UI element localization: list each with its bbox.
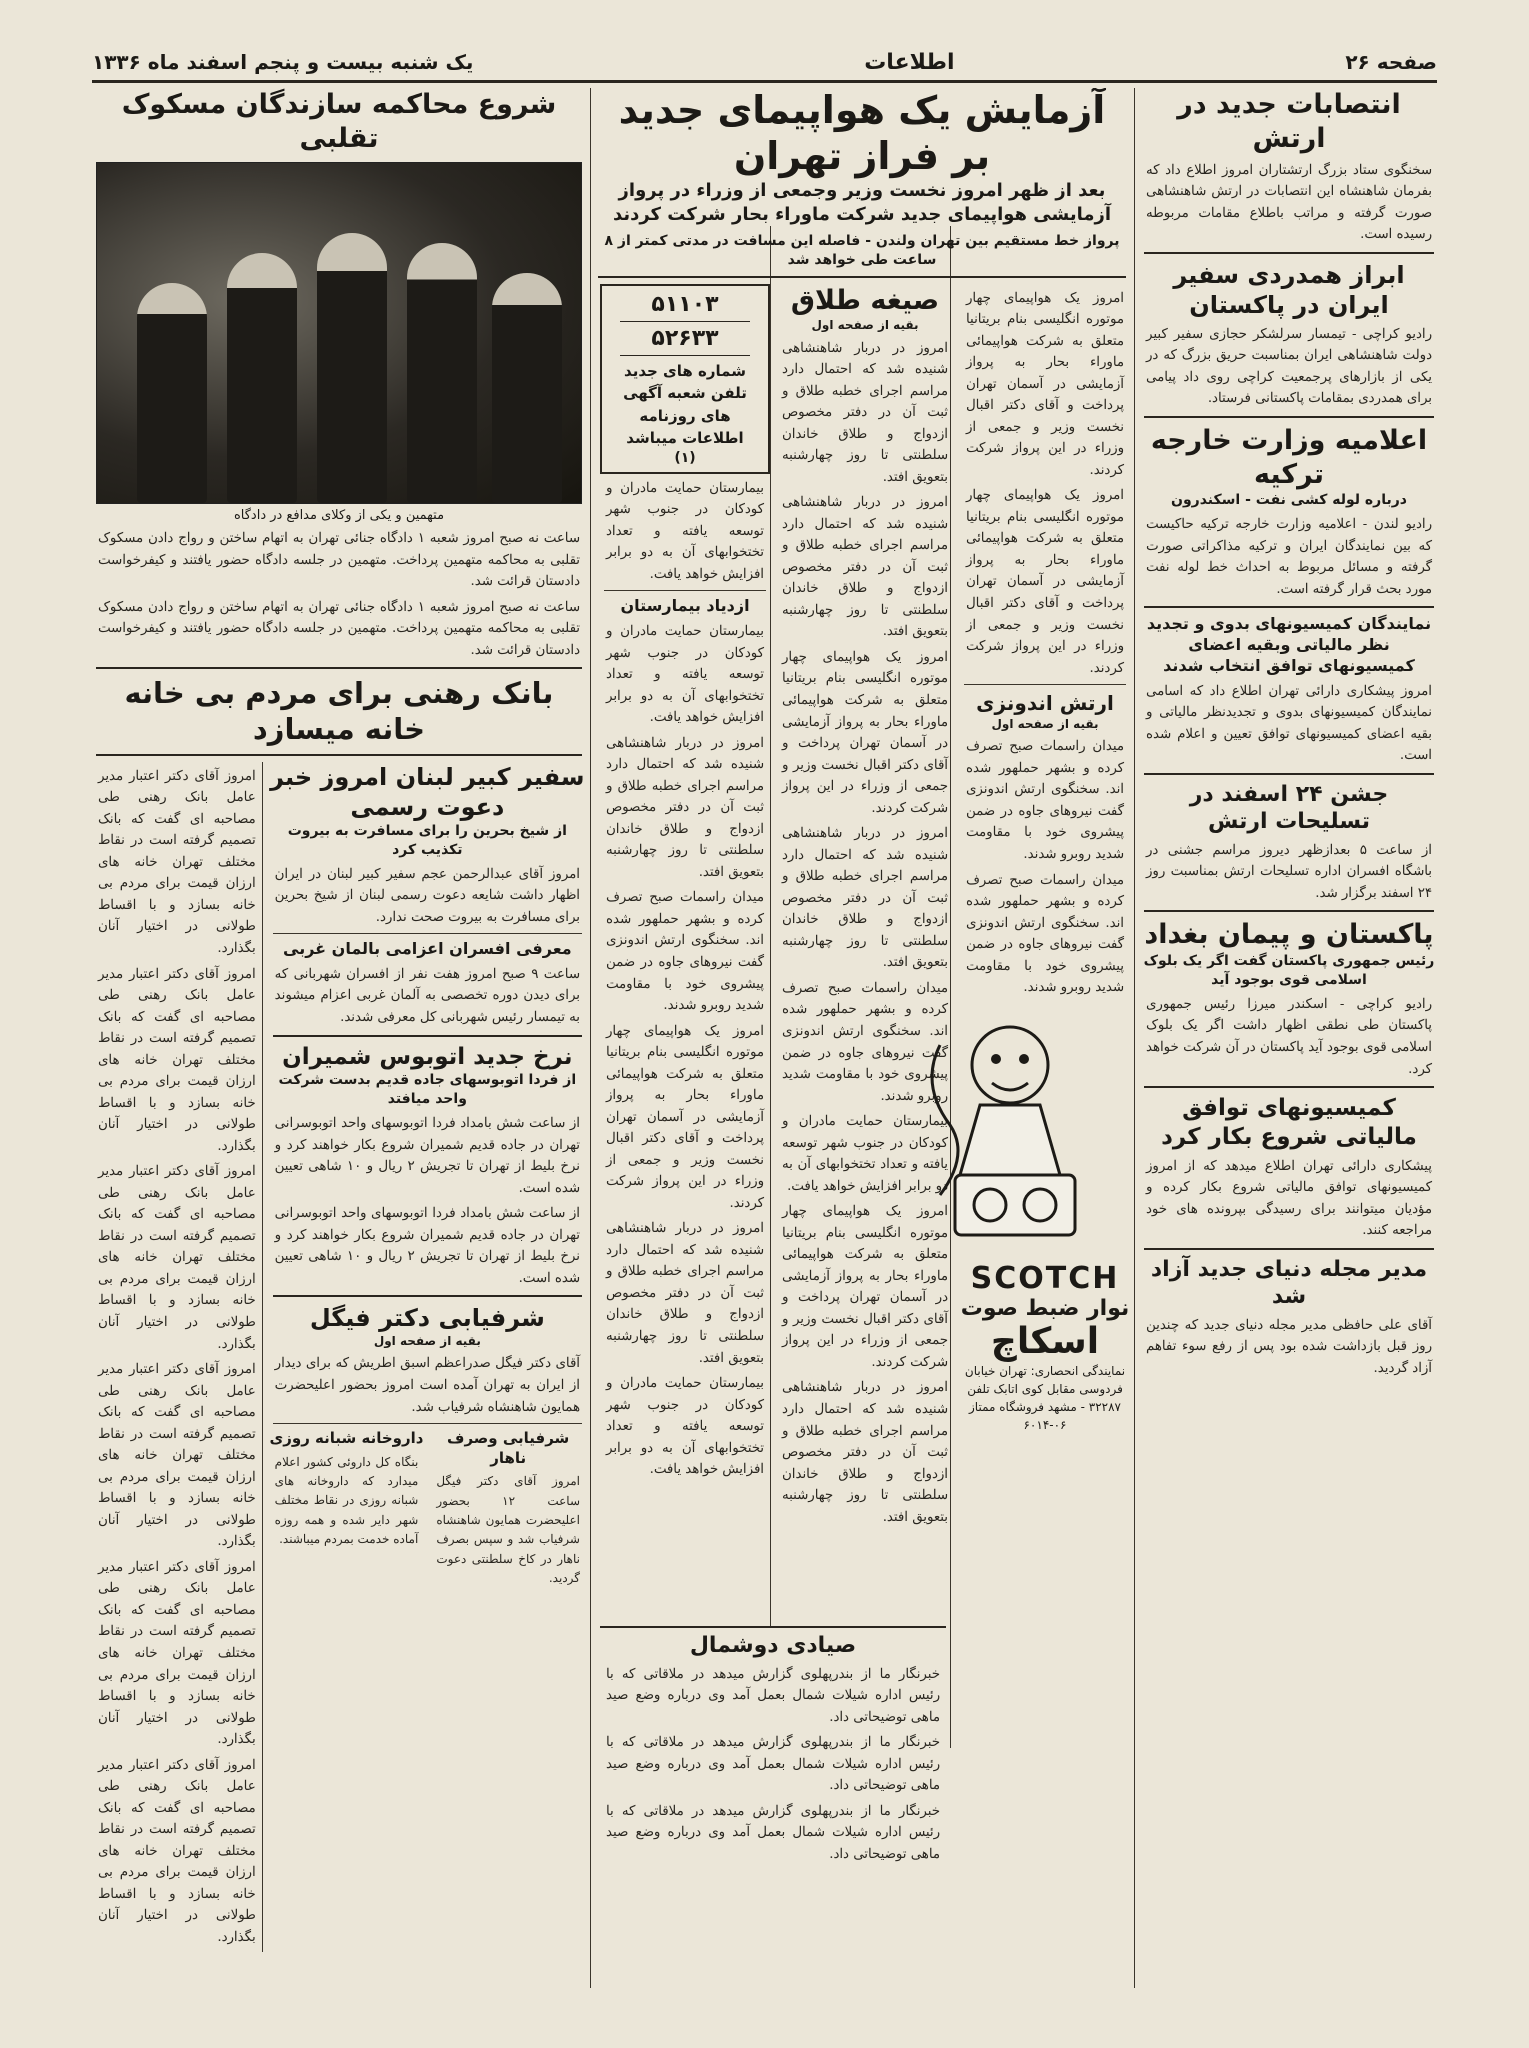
article-subhead: از شیخ بحرین را برای مسافرت به بیروت تکذیب کرد — [287, 822, 567, 858]
article-subhead: پرواز خط مستقیم بین تهران ولندن - فاصله این مسافت در مدتی کمتر از ۸ ساعت طی خواهد شد — [604, 232, 1120, 268]
article-text: امروز آقای دکتر اعتبار مدیر عامل بانک رهنی طی مصاحبه ای گفت که بانک تصمیم گرفته است در نقاط مختلف تهران خانه های ارزان قیمت برای مردم بی خانه بسازد و با اقساط طولانی در اختیار آنان بگذارد. — [98, 1164, 256, 1352]
article-headline: ارتش اندونزی — [976, 691, 1114, 716]
article-text: از ساعت ۵ بعدازظهر دیروز مراسم جشنی در باشگاه افسران اداره تسلیحات ارتش بمناسبت روز ۲۴ اسفند برگزار شد. — [1146, 842, 1432, 901]
article-text: امروز یک هواپیمای چهار موتوره انگلیسی بنام بریتانیا متعلق به شرکت هواپیمائی ماوراء بحار به پرواز آزمایشی در آسمان تهران پرداخت و آقای دکتر اقبال نخست وزیر و جمعی از وزراء در این پرواز شرکت کردند. — [966, 290, 1124, 478]
article-headline: پاکستان و پیمان بغداد — [1144, 919, 1434, 951]
issue-date: یک شنبه بیست و پنجم اسفند ماه ۱۳۳۶ — [92, 50, 474, 74]
divider — [273, 1295, 582, 1297]
article-text: رادیو کراچی - تیمسار سرلشکر حجازی سفیر کبیر دولت شاهنشاهی ایران بمناسبت حریق بزرگ که در یکی از بازارهای پرجمعیت کراچی روی داد پیامی برای همدردی بمقامات پاکستانی فرستاد. — [1146, 326, 1432, 407]
article-text: رادیو لندن - اعلامیه وزارت خارجه ترکیه حاکیست که بین نمایندگان ایران و ترکیه مذاکراتی صورت گرفته و مسائل مربوط به احداث خط لوله نفت مورد بحث قرار گرفته است. — [1146, 517, 1432, 597]
article-text: امروز آقای دکتر اعتبار مدیر عامل بانک رهنی طی مصاحبه ای گفت که بانک تصمیم گرفته است در نقاط مختلف تهران خانه های ارزان قیمت برای مردم بی خانه بسازد و با اقساط طولانی در اختیار آنان بگذارد. — [98, 1362, 256, 1550]
article-headline: داروخانه شبانه روزی — [269, 1429, 424, 1448]
article-headline: شروع محاکمه سازندگان مسکوک تقلبی — [121, 89, 557, 154]
scotch-tagline: نوار ضبط صوت — [960, 1295, 1130, 1321]
left-split — [92, 762, 586, 1953]
person-figure — [407, 243, 477, 503]
divider — [273, 933, 582, 934]
article-headline: معرفی افسران اعزامی بالمان غربی — [283, 939, 572, 959]
article-subhead: درباره لوله کشی نفت - اسکندرون — [1171, 492, 1407, 509]
article-text: امروز آقای دکتر اعتبار مدیر عامل بانک رهنی طی مصاحبه ای گفت که بانک تصمیم گرفته است در نقاط مختلف تهران خانه های ارزان قیمت برای مردم بی خانه بسازد و با اقساط طولانی در اختیار آنان بگذارد. — [98, 966, 256, 1154]
scotch-ad — [960, 1005, 1130, 1434]
article-text: امروز یک هواپیمای چهار موتوره انگلیسی بنام بریتانیا متعلق به شرکت هواپیمائی ماوراء بحار به پرواز آزمایشی در آسمان تهران پرداخت و آقای دکتر اقبال نخست وزیر و جمعی از وزراء در این پرواز شرکت کردند. — [782, 649, 948, 816]
article-text: ساعت نه صبح امروز شعبه ۱ دادگاه جنائی تهران به اتهام ساختن و رواج دادن مسکوک تقلبی به محاکمه متهمین پرداخت. متهمین در جلسه دادگاه حضور یافتند و کیفرخواست دادستان قرائت شد. — [98, 599, 580, 658]
article-text: خبرنگار ما از بندرپهلوی گزارش میدهد در ملاقاتی که با رئیس اداره شیلات شمال بعمل آمد وی درباره وضع صید ماهی توضیحاتی داد. — [606, 1735, 940, 1794]
divider — [96, 754, 582, 756]
bottom-pair — [269, 1429, 586, 1593]
article-text: آقای علی حافظی مدیر مجله دنیای جدید که چندین روز قبل بازداشت شده بود پس از رفع سوء تفاهم آزاد گردید. — [1146, 1317, 1432, 1376]
article-subhead: بقیه از صفحه اول — [811, 318, 919, 333]
person-figure — [137, 283, 207, 503]
person-figure — [227, 253, 297, 503]
article-subhead: بقیه از صفحه اول — [991, 717, 1099, 732]
article-text: میدان راسمات صبح تصرف کرده و بشهر حملهور شده اند. سخنگوی ارتش اندونزی گفت نیروهای جاوه در ضمن پیشروی خود با مقاومت شدید روبرو شدند. — [966, 739, 1124, 862]
article-headline: شرفیابی دکتر فیگل — [309, 1304, 545, 1333]
article-headline: کمیسیونهای توافق مالیاتی شروع بکار کرد — [1161, 1095, 1417, 1150]
person-figure — [492, 273, 562, 503]
masthead — [92, 44, 1437, 83]
article-headline: بانک رهنی برای مردم بی خانه خانه میسازد — [124, 676, 554, 747]
scotch-logo: SCOTCH — [970, 1260, 1120, 1296]
article-headline: صیادی دوشمال — [689, 1633, 857, 1658]
divider — [1144, 773, 1434, 775]
article-text: میدان راسمات صبح تصرف کرده و بشهر حملهور شده اند. سخنگوی ارتش اندونزی گفت نیروهای جاوه در ضمن پیشروی خود با مقاومت شدید روبرو شدند. — [966, 872, 1124, 996]
article-text: از ساعت شش بامداد فردا اتوبوسهای واحد اتوبوسرانی تهران در جاده قدیم شمیران شروع بکار خواهند کرد و نرخ بلیط از تهران تا تجریش ۲ ریال و ۱۰ شاهی تعیین شده است. — [274, 1206, 580, 1286]
article-subhead: رئیس جمهوری پاکستان گفت اگر یک بلوک اسلامی قوی بوجود آید — [1143, 953, 1435, 989]
article-text: امروز آقای دکتر اعتبار مدیر عامل بانک رهنی طی مصاحبه ای گفت که بانک تصمیم گرفته است در نقاط مختلف تهران خانه های ارزان قیمت برای مردم بی خانه بسازد و با اقساط طولانی در اختیار آنان بگذارد. — [98, 1559, 256, 1748]
column-rule — [1134, 88, 1135, 1988]
article-headline: جشن ۲۴ اسفند در تسلیحات ارتش — [1189, 781, 1389, 835]
article-subhead: بعد از ظهر امروز نخست وزیر وجمعی از وزراء در پرواز آزمایشی هواپیمای جدید شرکت ماوراء بحار شرکت کردند — [612, 180, 1112, 226]
ad-phone-number: ۵۱۱۰۳ — [620, 292, 750, 322]
article-headline: شرفیابی وصرف ناهار — [447, 1429, 570, 1467]
article-text: امروز آقای دکتر اعتبار مدیر عامل بانک رهنی طی مصاحبه ای گفت که بانک تصمیم گرفته است در نقاط مختلف تهران خانه های ارزان قیمت برای مردم بی خانه بسازد و با اقساط طولانی در اختیار آنان بگذارد. — [98, 768, 256, 956]
article-text: امروز در دربار شاهنشاهی شنیده شد که احتمال دارد مراسم اجرای خطبه طلاق و ثبت آن در دفتر مخصوص ازدواج و طلاق خاندان سلطنتی تا روز چهارشنبه بتعویق افتد. — [782, 495, 948, 640]
subcolumn-left — [600, 284, 770, 1533]
subcolumn-right — [960, 284, 1130, 1533]
ad-tag: (۱) — [674, 449, 696, 466]
article-text: سخنگوی ستاد بزرگ ارتشتاران امروز اطلاع داد که بفرمان شاهنشاه این انتصابات در ارتش شاهنشاهی صورت گرفته و مراتب باطلاع مقامات مربوطه رسیده است. — [1146, 162, 1432, 243]
article-text: ساعت نه صبح امروز شعبه ۱ دادگاه جنائی تهران به اتهام ساختن و رواج دادن مسکوک تقلبی به محاکمه متهمین پرداخت. متهمین در جلسه دادگاه حضور یافتند و کیفرخواست دادستان قرائت شد. — [98, 531, 580, 590]
article-text: امروز در دربار شاهنشاهی شنیده شد که احتمال دارد مراسم اجرای خطبه طلاق و ثبت آن در دفتر مخصوص ازدواج و طلاق خاندان سلطنتی تا روز چهارشنبه بتعویق افتد. — [606, 735, 764, 880]
divider — [964, 684, 1126, 685]
cartoon-illustration — [900, 1005, 1130, 1255]
column-rule — [590, 88, 591, 1988]
article-text: امروز آقای دکتر فیگل ساعت ۱۲ بحضور اعلیحضرت همایون شاهنشاه شرفیاب شد و سپس بصرف ناهار در کاخ سلطنتی دعوت گردید. — [436, 1474, 580, 1586]
court-photo — [96, 162, 582, 504]
article-text: بنگاه کل داروئی کشور اعلام میدارد که داروخانه های شبانه روزی در نقاط مختلف شهر دایر شده و همه روزه آماده خدمت بمردم میباشند. — [274, 1454, 419, 1547]
article-text: خبرنگار ما از بندرپهلوی گزارش میدهد در ملاقاتی که با رئیس اداره شیلات شمال بعمل آمد وی درباره وضع صید ماهی توضیحاتی داد. — [606, 1666, 940, 1725]
article-headline: آزمایش یک هواپیمای جدید بر فراز تهران — [618, 88, 1106, 178]
divider — [273, 1423, 582, 1424]
divider — [598, 276, 1126, 278]
article-headline: اعلامیه وزارت خارجه ترکیه — [1150, 424, 1428, 490]
article-text: بیمارستان حمایت مادران و کودکان در جنوب شهر توسعه یافته و تعداد تختخوابهای آن به دو برابر افزایش خواهد یافت. — [606, 624, 764, 726]
article-text: از ساعت شش بامداد فردا اتوبوسهای واحد اتوبوسرانی تهران در جاده قدیم شمیران شروع بکار خواهند کرد و نرخ بلیط از تهران تا تجریش ۲ ریال و ۱۰ شاهی تعیین شده است. — [274, 1116, 580, 1196]
page-number: صفحه ۲۶ — [1345, 50, 1437, 74]
article-text: امروز در دربار شاهنشاهی شنیده شد که احتمال دارد مراسم اجرای خطبه طلاق و ثبت آن در دفتر مخصوص ازدواج و طلاق خاندان سلطنتی تا روز چهارشنبه بتعویق افتد. — [782, 826, 948, 971]
article-text: خبرنگار ما از بندرپهلوی گزارش میدهد در ملاقاتی که با رئیس اداره شیلات شمال بعمل آمد وی درباره وضع صید ماهی توضیحاتی داد. — [606, 1803, 940, 1862]
article-text: بیمارستان حمایت مادران و کودکان در جنوب شهر توسعه یافته و تعداد تختخوابهای آن به دو برابر افزایش خواهد یافت. — [606, 480, 764, 582]
subcolumn-middle — [776, 284, 954, 1533]
divider — [1144, 252, 1434, 254]
article-headline: ابراز همدردی سفیر ایران در پاکستان — [1173, 260, 1405, 319]
article-subhead: از فردا اتوبوسهای جاده قدیم بدست شرکت واحد میافتد — [278, 1072, 577, 1108]
article-text: بیمارستان حمایت مادران و کودکان در جنوب شهر توسعه یافته و تعداد تختخوابهای آن به دو برابر افزایش خواهد یافت. — [782, 1114, 948, 1194]
article-text: ساعت ۹ صبح امروز هفت نفر از افسران شهربانی که برای دیدن دوره تخصصی به آلمان غربی اعزام میشوند به تیمسار رئیس شهربانی کل معرفی شدند. — [274, 966, 580, 1025]
article-headline: انتصابات جدید در ارتش — [1177, 89, 1401, 154]
divider — [1144, 416, 1434, 418]
ad-text: شماره های جدید تلفن شعبه آگهی های روزنامه اطلاعات میباشد — [623, 361, 747, 448]
subcolumn-bank — [92, 762, 263, 1953]
photo-caption: متهمین و یکی از وکلای مدافع در دادگاه — [233, 507, 445, 523]
subcolumn-news — [269, 762, 586, 1953]
article-headline: ازدیاد بیمارستان — [620, 596, 750, 616]
scotch-brand: اسکاچ — [990, 1320, 1100, 1362]
article-headline: صیغه طلاق — [790, 284, 940, 316]
divider — [273, 1035, 582, 1037]
article-headline: نرخ جدید اتوبوس شمیران — [282, 1043, 573, 1070]
article-text: امروز یک هواپیمای چهار موتوره انگلیسی بنام بریتانیا متعلق به شرکت هواپیمائی ماوراء بحار به پرواز آزمایشی در آسمان تهران پرداخت و آقای دکتر اقبال نخست وزیر و جمعی از وزراء در این پرواز شرکت کردند. — [606, 1023, 764, 1211]
article-text: میدان راسمات صبح تصرف کرده و بشهر حملهور شده اند. سخنگوی ارتش اندونزی گفت نیروهای جاوه در ضمن پیشروی خود با مقاومت شدید روبرو شدند. — [606, 890, 764, 1014]
fishing-article — [600, 1626, 946, 1988]
divider — [604, 590, 766, 591]
article-text: میدان راسمات صبح تصرف کرده و بشهر حملهور شده اند. سخنگوی ارتش اندونزی گفت نیروهای جاوه در ضمن پیشروی خود با مقاومت شدید روبرو شدند. — [782, 980, 948, 1104]
article-text: امروز در دربار شاهنشاهی شنیده شد که احتمال دارد مراسم اجرای خطبه طلاق و ثبت آن در دفتر مخصوص ازدواج و طلاق خاندان سلطنتی تا روز چهارشنبه بتعویق افتد. — [782, 1380, 948, 1525]
article-text: امروز در دربار شاهنشاهی شنیده شد که احتمال دارد مراسم اجرای خطبه طلاق و ثبت آن در دفتر مخصوص ازدواج و طلاق خاندان سلطنتی تا روز چهارشنبه بتعویق افتد. — [782, 340, 948, 485]
divider — [96, 667, 582, 669]
article-headline: نمایندگان کمیسیونهای بدوی و تجدید نظر مالیاتی وبقیه اعضای کمیسیونهای توافق انتخاب شدند — [1146, 614, 1432, 675]
article-text: رادیو کراچی - اسکندر میرزا رئیس جمهوری پاکستان طی نطقی اظهار داشت اگر یک بلوک اسلامی قوی بوجود آید پاکستان در آن شرکت خواهد کرد. — [1146, 996, 1432, 1077]
article-subhead: بقیه از صفحه اول — [373, 1334, 481, 1349]
pharmacy-article — [269, 1429, 425, 1593]
article-text: امروز آقای عبدالرحمن عجم سفیر کبیر لبنان در ایران اظهار داشت شایعه دعوت رسمی لبنان از شیخ بحرین برای مسافرت به بیروت صحت ندارد. — [274, 866, 580, 925]
center-split — [594, 284, 1130, 1533]
article-text: پیشکاری دارائی تهران اطلاع میدهد که از امروز کمیسیونهای توافق مالیاتی شروع بکار کرده و مؤدیان میتوانند برای رسیدگی بپرونده های خود مراجعه کنند. — [1146, 1158, 1432, 1239]
person-figure — [317, 233, 387, 503]
scotch-address: نمایندگی انحصاری: تهران خیابان فردوسی مقابل کوی اتابک تلفن ۳۲۲۸۷ - مشهد فروشگاه ممتاز ۰۶-۶۰۱۴ — [964, 1363, 1126, 1432]
article-text: امروز یک هواپیمای چهار موتوره انگلیسی بنام بریتانیا متعلق به شرکت هواپیمائی ماوراء بحار به پرواز آزمایشی در آسمان تهران پرداخت و آقای دکتر اقبال نخست وزیر و جمعی از وزراء در این پرواز شرکت کردند. — [966, 488, 1124, 676]
dinner-article — [430, 1429, 586, 1593]
center-column — [594, 88, 1130, 1988]
divider — [1144, 606, 1434, 608]
phone-ad-box — [600, 284, 770, 474]
article-headline: سفیر کبیر لبنان امروز خبر دعوت رسمی — [270, 762, 585, 821]
article-text: امروز آقای دکتر اعتبار مدیر عامل بانک رهنی طی مصاحبه ای گفت که بانک تصمیم گرفته است در نقاط مختلف تهران خانه های ارزان قیمت برای مردم بی خانه بسازد و با اقساط طولانی در اختیار آنان بگذارد. — [98, 1757, 256, 1945]
article-text: امروز پیشکاری دارائی تهران اطلاع داد که اسامی نمایندگان کمیسیونهای بدوی و تجدیدنظر مالیاتی و بقیه اعضای کمیسیونهای توافق تعیین و اعلام شده است. — [1146, 683, 1432, 764]
article-text: بیمارستان حمایت مادران و کودکان در جنوب شهر توسعه یافته و تعداد تختخوابهای آن به دو برابر افزایش خواهد یافت. — [606, 1376, 764, 1478]
divider — [1144, 1086, 1434, 1088]
tape-recorder-cartoon-icon — [900, 1005, 1130, 1255]
article-text: امروز یک هواپیمای چهار موتوره انگلیسی بنام بریتانیا متعلق به شرکت هواپیمائی ماوراء بحار به پرواز آزمایشی در آسمان تهران پرداخت و آقای دکتر اقبال نخست وزیر و جمعی از وزراء در این پرواز شرکت کردند. — [782, 1204, 948, 1370]
article-text: آقای دکتر فیگل صدراعظم اسبق اطریش که برای دیدار از ایران به تهران آمده است امروز بحضور اعلیحضرت همایون شاهنشاه شرفیاب شد. — [274, 1356, 580, 1415]
article-text: امروز در دربار شاهنشاهی شنیده شد که احتمال دارد مراسم اجرای خطبه طلاق و ثبت آن در دفتر مخصوص ازدواج و طلاق خاندان سلطنتی تا روز چهارشنبه بتعویق افتد. — [606, 1221, 764, 1366]
article-headline: مدیر مجله دنیای جدید آزاد شد — [1150, 1256, 1428, 1310]
paper-name: اطلاعات — [864, 49, 955, 75]
left-column — [92, 88, 586, 1988]
ad-phone-number: ۵۲۶۳۳ — [620, 326, 750, 356]
right-column — [1140, 88, 1438, 1988]
divider — [1144, 910, 1434, 912]
divider — [1144, 1248, 1434, 1250]
